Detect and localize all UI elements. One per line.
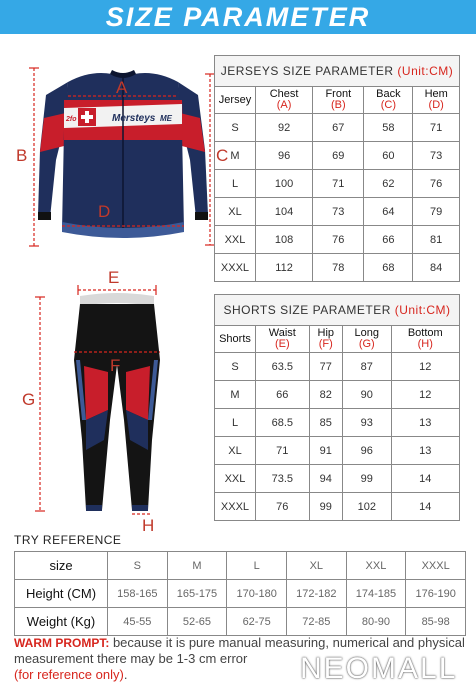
table-row: size S M L XL XXL XXXL [15,552,466,580]
shorts-col-header: Bottom (H) [391,326,459,353]
warm-prompt-text: because it is pure manual measuring, numerical and physical measurement there may be 1-3 cm error [14,635,465,666]
jersey-left-mark: 2fo [66,116,77,123]
table-row: S 92 67 58 71 [215,114,460,142]
table-row: L 68.5 85 93 13 [215,409,460,437]
dim-label-g: G [22,390,36,409]
dim-label-b: B [16,146,28,165]
shorts-col-header: Long (G) [342,326,391,353]
dim-label-c: C [216,146,229,165]
dim-label-h: H [142,516,155,535]
table-row: S 63.5 77 87 12 [215,353,460,381]
shorts-col-header: Shorts [215,326,256,353]
shorts-col-header: Hip (F) [309,326,342,353]
jerseys-col-header: Chest (A) [256,87,313,114]
table-row: M 96 69 60 73 [215,142,460,170]
warm-prompt: WARM PROMPT: because it is pure manual measuring, numerical and physical measurement there may be 1-3 cm error (for reference only). [14,635,465,682]
table-row: Height (CM) 158-165 165-175 170-180 172-182 174-185 176-190 [15,580,466,608]
dim-label-d: D [98,202,111,221]
pants-illustration [74,293,160,511]
shorts-col-header: Waist (E) [256,326,310,353]
dim-label-f: F [110,356,121,375]
jerseys-col-header: Front (B) [313,87,364,114]
watermark: NEOMALL [300,652,458,685]
table-row: Weight (Kg) 45-55 52-65 62-75 72-85 80-90 85-98 [15,608,466,636]
dim-label-e: E [108,268,120,287]
table-row: M 66 82 90 12 [215,381,460,409]
table-row: XXXL 112 78 68 84 [215,254,460,282]
warm-prompt-label: WARM PROMPT: [14,636,110,650]
try-reference-title: TRY REFERENCE [14,533,122,547]
jerseys-col-header: Hem (D) [413,87,460,114]
table-row: L 100 71 62 76 [215,170,460,198]
shorts-size-table [214,294,460,521]
jerseys-col-header: Jersey [215,87,256,114]
warm-prompt-ref: (for reference only) [14,667,124,682]
banner-title: SIZE PARAMETER [105,1,371,32]
jersey-right-mark: ME [160,114,172,123]
jerseys-table-title: JERSEYS SIZE PARAMETER (Unit:CM) [215,56,460,87]
table-row: XXXL 76 99 102 14 [215,493,460,521]
table-row: XL 71 91 96 13 [215,437,460,465]
try-reference-table [14,551,466,636]
jersey-brand-text: Mersteys [112,113,156,124]
table-row: XXL 108 76 66 81 [215,226,460,254]
dim-label-a: A [116,78,128,97]
jerseys-size-table [214,55,460,282]
shorts-table-title: SHORTS SIZE PARAMETER (Unit:CM) [215,295,460,326]
jerseys-col-header: Back (C) [364,87,413,114]
table-row: XL 104 73 64 79 [215,198,460,226]
table-row: XXL 73.5 94 99 14 [215,465,460,493]
